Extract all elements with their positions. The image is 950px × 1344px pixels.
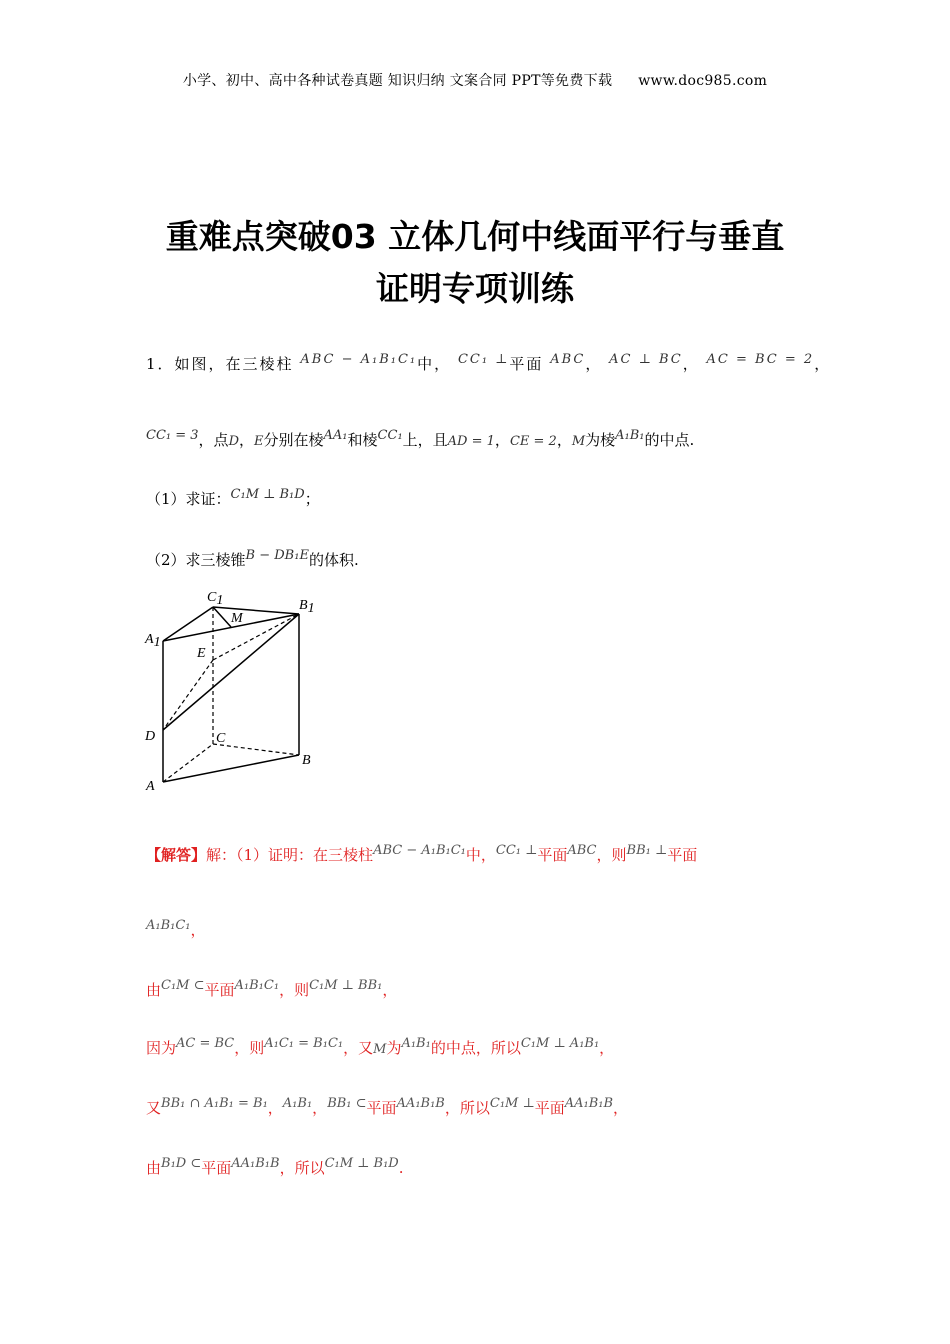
label-c1: C1 [207,590,224,608]
text: 中， [465,846,496,864]
text: ，则 [234,1039,265,1057]
label-b: B [302,753,311,768]
math: BB₁ ∩ A₁B₁ = B₁ [161,1096,268,1111]
math-prism: ABC − A₁B₁C₁ [300,352,418,367]
math-cc1: CC₁ [377,428,403,443]
math-cc1-perp: CC₁ ⊥ [457,352,510,367]
math: A₁B₁C₁ [234,978,280,993]
math: A₁B₁C₁ [146,918,191,933]
text: 平面 [201,1159,232,1177]
q1-label: （1）求证： [146,490,231,508]
label-d: D [145,729,156,744]
page-header [0,70,950,90]
q2-expr: B − DB₁E [245,548,309,563]
math-ad: AD = 1 [447,434,495,449]
edge-c-b [213,744,299,755]
prism-figure [135,585,335,800]
math: BB₁ ⊥ [626,843,668,858]
text: ，又 [343,1039,374,1057]
text: 平面 [204,981,235,999]
problem-number: 1．如图，在三棱柱 [146,355,294,373]
text: 上，且 [402,431,448,449]
math-abc: ABC [550,352,586,367]
label-b1: B1 [299,598,315,616]
text: ，则 [279,981,310,999]
answer-line-4 [146,1036,614,1058]
label-a1: A1 [145,632,161,650]
math: AA₁B₁B [231,1156,280,1171]
question-1 [146,487,320,509]
text: 的中点. [644,431,695,449]
text: 平面 [537,846,568,864]
label-a: A [146,779,155,794]
text: ， [585,355,603,373]
answer-line-6 [146,1156,404,1178]
math: AC = BC [176,1036,235,1051]
text: 和棱 [347,431,378,449]
text: ， [814,355,832,373]
text: 由 [146,1159,162,1177]
text: 因为 [146,1039,177,1057]
text: 解：（1）证明：在三棱柱 [206,846,374,864]
math: C₁M ⊥ B₁D [324,1156,399,1171]
text: 为 [386,1039,402,1057]
text: 平面 [509,355,544,373]
answer-line-2 [146,918,206,940]
text: ； [304,490,320,508]
math: CC₁ ⊥ [495,843,538,858]
edge-c1-b1 [213,607,299,614]
answer-line-3 [146,978,397,1000]
label-e: E [197,646,206,661]
answer-line-1 [146,843,697,865]
math: A₁B₁ [401,1036,431,1051]
math-ac-eq: AC = BC = 2 [706,352,815,367]
math-e: E [254,434,264,449]
page-title-line2: 证明专项训练 [376,269,574,308]
math-m: M [571,434,586,449]
answer-tag: 【解答】 [146,846,207,864]
math: B₁D ⊂ [161,1156,202,1171]
edge-d-b1 [163,614,299,730]
math: A₁C₁ = B₁C₁ [264,1036,344,1051]
math: C₁M ⊥ [489,1096,535,1111]
text: ，所以 [279,1159,325,1177]
answer-line-5 [146,1096,628,1118]
text: 又 [146,1099,162,1117]
math-d: D [228,434,239,449]
math: ABC − A₁B₁C₁ [373,843,466,858]
math: M [373,1042,387,1057]
text: ， [494,431,510,449]
q1-expr: C₁M ⊥ B₁D [230,487,305,502]
text: ， [556,431,572,449]
text: ， [312,1099,328,1117]
question-2 [146,548,359,570]
text: 分别在棱 [263,431,324,449]
text: 为棱 [585,431,616,449]
math: BB₁ ⊂ [327,1096,367,1111]
math-ac-perp-bc: AC ⊥ BC [609,352,683,367]
text: ， [190,921,206,939]
page-title-line1: 重难点突破03 立体几何中线面平行与垂直 [165,217,785,256]
math-ce: CE = 2 [509,434,557,449]
text: ， [267,1099,283,1117]
math: ABC [567,843,597,858]
math: A₁B₁ [282,1096,313,1111]
text: ， [682,355,700,373]
text: 平面 [366,1099,397,1117]
q2-tail: 的体积. [308,551,359,569]
label-m: M [231,611,243,626]
edge-a-b [163,755,299,782]
text: 平面 [534,1099,565,1117]
math-aa1: AA₁ [323,428,348,443]
math: AA₁B₁B [396,1096,445,1111]
math: C₁M ⊥ A₁B₁ [520,1036,600,1051]
text: 的中点，所以 [430,1039,521,1057]
text: ， [599,1039,615,1057]
text: ， [382,981,398,999]
text: ，则 [596,846,627,864]
text: ，点 [198,431,229,449]
problem-line-1 [146,352,831,374]
math: AA₁B₁B [564,1096,614,1111]
edge-e-d [163,660,213,730]
q2-label: （2）求三棱锥 [146,551,246,569]
text: 中， [417,355,452,373]
label-c: C [216,731,226,746]
text: 由 [146,981,162,999]
text: ，所以 [444,1099,490,1117]
header-text: 小学、初中、高中各种试卷真题 知识归纳 文案合同 PPT等免费下载 [182,73,613,89]
edge-c1-m [213,607,231,627]
header-site[interactable]: www.doc985.com [638,73,768,89]
math-cc1-eq: CC₁ = 3 [146,428,199,443]
problem-line-2 [146,428,694,450]
text: ， [239,431,255,449]
text: ， [613,1099,629,1117]
math: C₁M ⊥ BB₁ [309,978,383,993]
math: C₁M ⊂ [161,978,205,993]
text: 平面 [667,846,698,864]
text: . [398,1159,404,1177]
math-a1b1: A₁B₁ [615,428,645,443]
